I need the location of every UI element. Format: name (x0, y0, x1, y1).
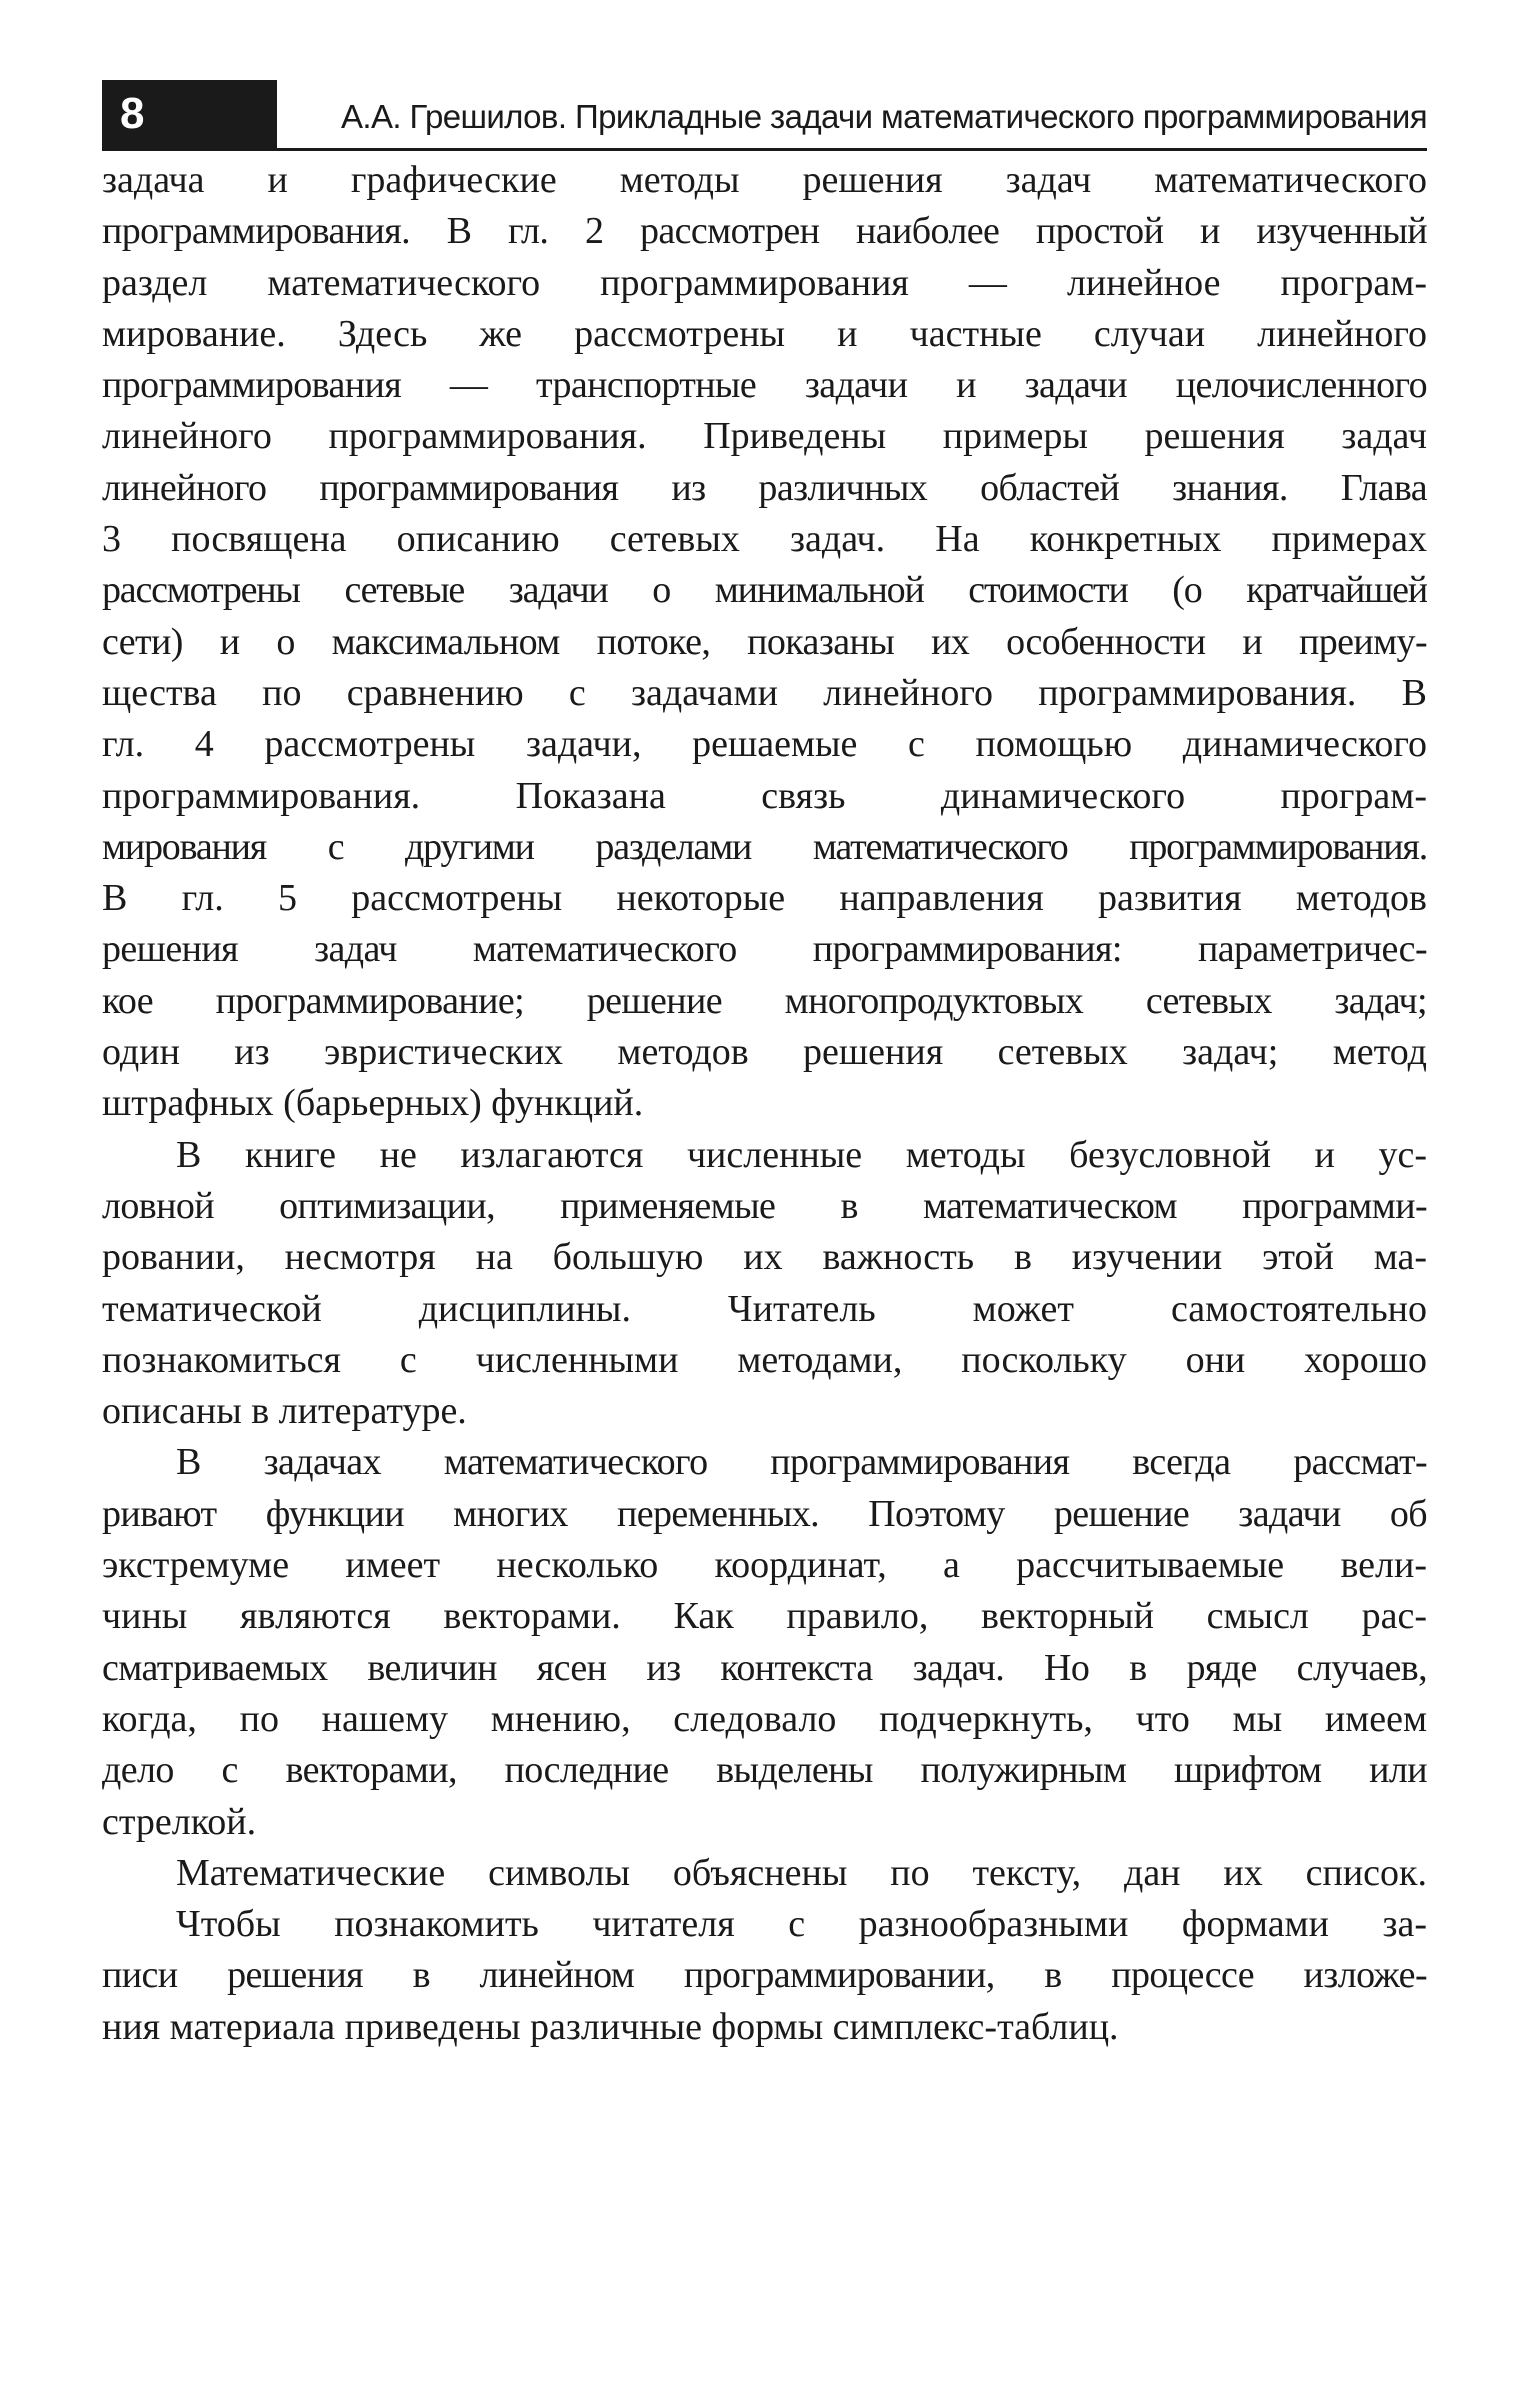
text-line: раздел математического программирования — линейное програм- (102, 261, 1427, 304)
text-line: программирования. Показана связь динамического програм- (102, 774, 1427, 817)
paragraph-1 (102, 155, 1427, 1130)
text-line: линейного программирования. Приведены примеры решения задач (102, 415, 1427, 458)
page-number: 8 (120, 89, 145, 138)
text-line: В гл. 5 рассмотрены некоторые направления развития методов (102, 877, 1427, 920)
text-line: ровании, несмотря на большую их важность в изучении этой ма- (102, 1236, 1427, 1279)
text-line: сети) и о максимальном потоке, показаны их особенности и преиму- (102, 620, 1427, 663)
body-text (102, 155, 1427, 2053)
text-line: тематической дисциплины. Читатель может самостоятельно (102, 1287, 1427, 1330)
text-line: щества по сравнению с задачами линейного программирования. В (102, 671, 1427, 714)
text-line: задача и графические методы решения задач математического (102, 159, 1427, 201)
paragraph-2 (102, 1130, 1427, 1438)
text-line: писи решения в линейном программировании, в процессе изложе- (102, 1954, 1427, 1997)
text-line: стрелкой. (102, 1800, 257, 1843)
text-line: чины являются векторами. Как правило, векторный смысл рас- (102, 1595, 1427, 1638)
text-line: сматриваемых величин ясен из контекста задач. Но в ряде случаев, (102, 1646, 1427, 1689)
text-line: программирования. В гл. 2 рассмотрен наиболее простой и изученный (102, 210, 1427, 253)
text-line: когда, по нашему мнению, следовало подчеркнуть, что мы имеем (102, 1697, 1427, 1740)
paragraph-3 (102, 1437, 1427, 1847)
text-line: описаны в литературе. (102, 1390, 467, 1433)
text-line: рассмотрены сетевые задачи о минимальной стоимости (о кратчайшей (102, 569, 1427, 612)
text-line: мирования с другими разделами математического программирования. (102, 825, 1427, 868)
text-line: ривают функции многих переменных. Поэтому решение задачи об (102, 1492, 1427, 1535)
text-line: ловной оптимизации, применяемые в математическом программи- (102, 1184, 1427, 1227)
text-line: В задачах математического программирования всегда рассмат- (176, 1441, 1427, 1484)
text-line: В книге не излагаются численные методы безусловной и ус- (176, 1133, 1427, 1176)
text-line: 3 посвящена описанию сетевых задач. На конкретных примерах (102, 518, 1427, 561)
text-line: ния материала приведены различные формы симплекс-таблиц. (102, 2005, 1119, 2048)
text-line: мирование. Здесь же рассмотрены и частные случаи линейного (102, 312, 1427, 355)
text-line: один из эвристических методов решения сетевых задач; метод (102, 1031, 1427, 1074)
text-line: гл. 4 рассмотрены задачи, решаемые с помощью динамического (102, 723, 1427, 766)
text-line: познакомиться с численными методами, поскольку они хорошо (102, 1338, 1427, 1381)
text-line: линейного программирования из различных областей знания. Глава (102, 466, 1427, 509)
text-line: программирования — транспортные задачи и задачи целочисленного (102, 364, 1427, 407)
text-line: экстремуме имеет несколько координат, а рассчитываемые вели- (102, 1544, 1427, 1587)
page-header (102, 80, 1427, 151)
text-line: дело с векторами, последние выделены полужирным шрифтом или (102, 1749, 1427, 1792)
text-line: штрафных (барьерных) функций. (102, 1082, 644, 1125)
text-line: кое программирование; решение многопродуктовых сетевых задач; (102, 979, 1427, 1022)
running-head: А.А. Грешилов. Прикладные задачи математического программирования (341, 98, 1427, 135)
text-line: Чтобы познакомить читателя с разнообразными формами за- (176, 1903, 1427, 1946)
paragraph-5 (102, 1899, 1427, 2053)
text-line: решения задач математического программирования: параметричес- (102, 928, 1427, 971)
page-number-box (102, 80, 277, 148)
text-line: Математические символы объяснены по тексту, дан их список. (176, 1851, 1427, 1894)
paragraph-4 (102, 1848, 1427, 1899)
